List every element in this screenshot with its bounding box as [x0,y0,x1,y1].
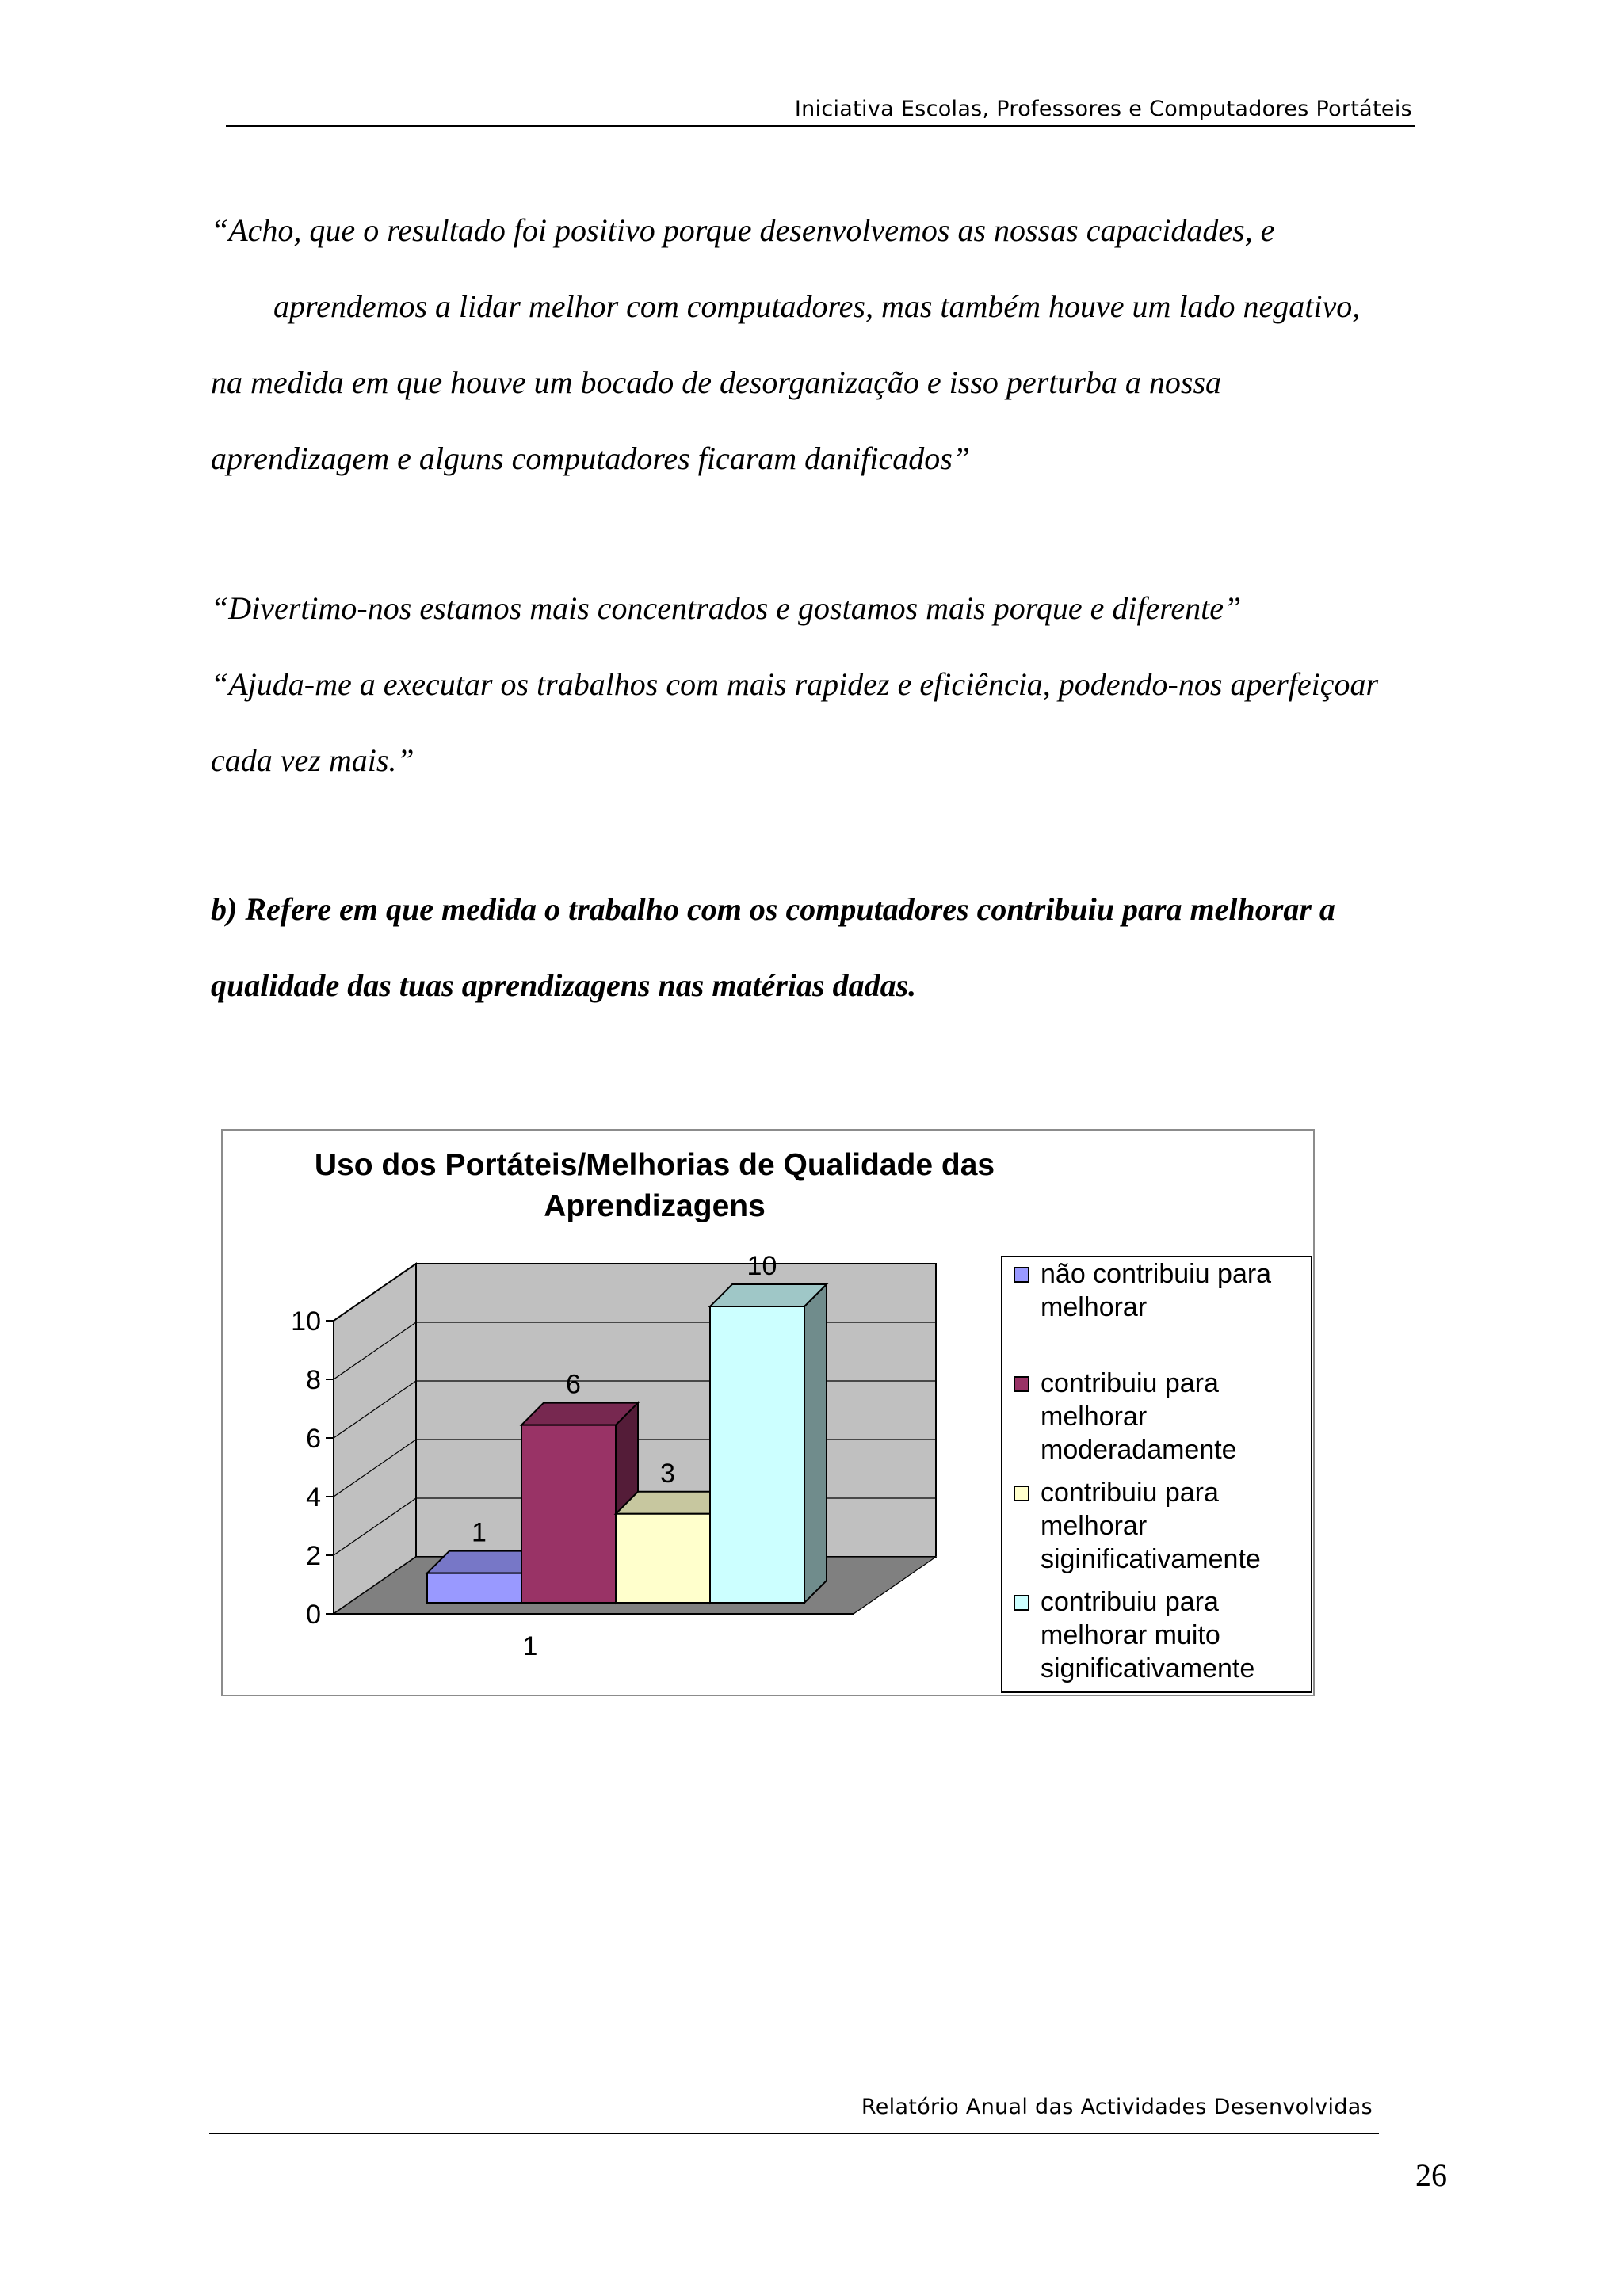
bar-3 [616,1514,710,1603]
quote-3-line-2: cada vez mais.” [211,742,414,778]
page-number: 26 [1415,2157,1447,2193]
legend-label-1-line-1: não contribuiu para [1041,1259,1272,1289]
legend-label-2-line-2: melhorar [1041,1402,1148,1432]
legend-swatch-1 [1014,1267,1029,1283]
question-b [211,871,1425,1024]
legend-swatch-2 [1014,1376,1029,1392]
bar-1 [427,1573,521,1603]
chart-title-line-1: Uso dos Portáteis/Melhorias de Qualidade das [314,1148,995,1182]
bar-4 [710,1306,804,1603]
running-footer: Relatório Anual das Actividades Desenvolvidas [861,2095,1373,2119]
header-rule [226,125,1415,127]
y-tick-label: 2 [306,1541,321,1571]
bar-side-4 [804,1284,827,1603]
legend-label-2-line-3: moderadamente [1041,1435,1237,1465]
legend-label-4-line-3: significativamente [1041,1653,1255,1684]
bar-2 [521,1425,616,1603]
quote-1-line-4: aprendizagem e alguns computadores ficaram danificados” [211,441,971,476]
y-tick-label: 6 [306,1424,321,1454]
legend-item-3 [1014,1476,1307,1576]
data-label-1: 1 [471,1517,487,1548]
chart [221,1129,1315,1696]
legend-swatch-4 [1014,1595,1029,1611]
quote-3-line-1: “Ajuda-me a executar os trabalhos com mais rapidez e eficiência, podendo-nos aperfeiçoar [211,666,1379,702]
quote-1-line-1: “Acho, que o resultado foi positivo porque desenvolvemos as nossas capacidades, e [211,212,1275,248]
quote-2: “Divertimo-nos estamos mais concentrados e gostamos mais porque e diferente” [211,590,1242,626]
legend-label-4-line-1: contribuiu para [1041,1587,1219,1617]
legend-label-1-line-2: melhorar [1041,1292,1148,1322]
legend-item-2 [1014,1367,1307,1466]
legend-label-3-line-3: siginificativamente [1041,1544,1261,1574]
legend-label-4-line-2: melhorar muito [1041,1620,1220,1650]
quote-1 [211,193,1425,497]
legend-label-3-line-1: contribuiu para [1041,1478,1219,1508]
chart-title-line-2: Aprendizagens [544,1189,766,1223]
data-label-3: 3 [659,1458,675,1489]
quote-group-2 [211,570,1425,799]
legend-item-4 [1014,1585,1307,1685]
legend-label-2-line-1: contribuiu para [1041,1368,1219,1398]
y-tick-label: 10 [291,1306,321,1337]
footer-rule [209,2133,1379,2134]
chart-legend [1001,1256,1312,1693]
question-line-2: qualidade das tuas aprendizagens nas matérias dadas. [211,967,917,1003]
legend-item-1 [1014,1257,1307,1324]
question-line-1: b) Refere em que medida o trabalho com os computadores contribuiu para melhorar a [211,891,1335,927]
quote-1-line-2: aprendemos a lidar melhor com computadores, mas também houve um lado negativo, [273,288,1361,324]
side-wall [334,1264,416,1614]
quote-1-line-3: na medida em que houve um bocado de desorganização e isso perturba a nossa [211,364,1222,400]
data-label-4: 10 [747,1251,777,1281]
running-header: Iniciativa Escolas, Professores e Computadores Portáteis [794,97,1412,121]
data-label-2: 6 [565,1369,581,1400]
y-tick-label: 8 [306,1365,321,1395]
y-tick-label: 4 [306,1482,321,1512]
x-category-label: 1 [522,1631,538,1661]
legend-label-3-line-2: melhorar [1041,1511,1148,1541]
y-tick-label: 0 [306,1600,321,1630]
legend-swatch-3 [1014,1486,1029,1501]
